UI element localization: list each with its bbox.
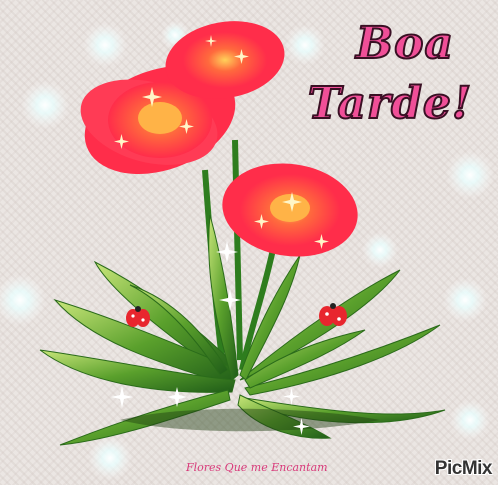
greeting-line-2: Tarde! xyxy=(307,78,473,129)
picmix-watermark: PicMix xyxy=(434,458,492,479)
greeting-line-1: Boa xyxy=(355,18,455,69)
greeting-text xyxy=(290,16,490,136)
signature-text: Flores Que me Encantam xyxy=(186,461,328,474)
